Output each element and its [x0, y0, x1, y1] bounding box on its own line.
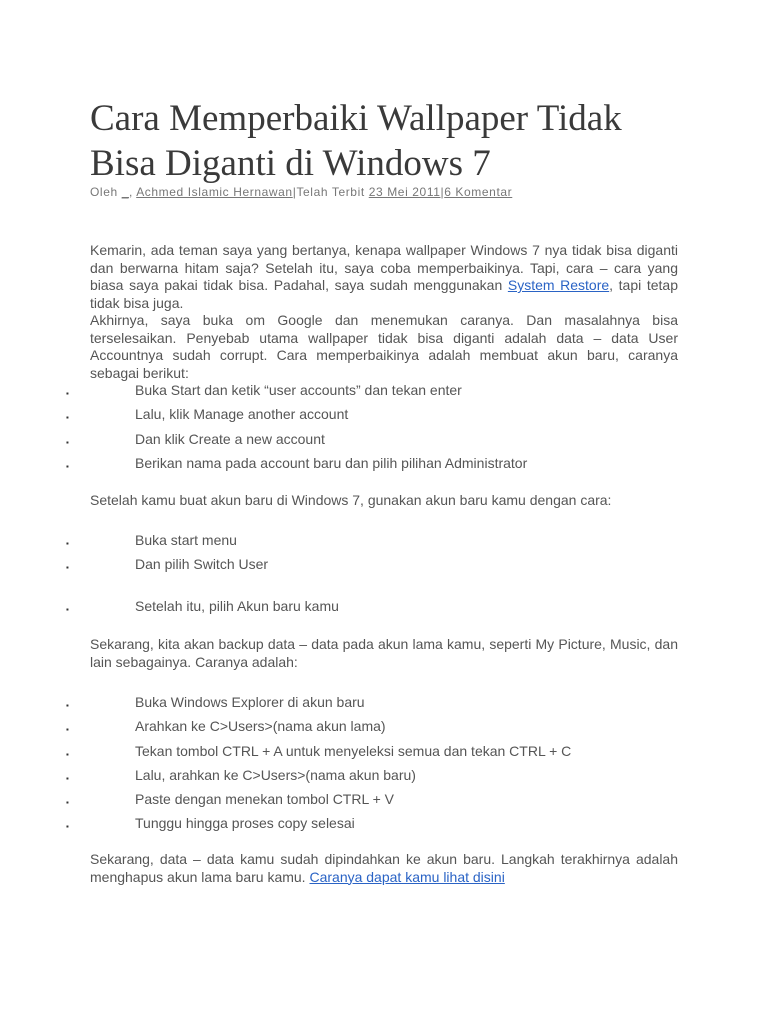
bullet-icon: ▪ — [66, 413, 69, 423]
closing-paragraph — [90, 851, 678, 886]
intro-section — [90, 242, 678, 382]
closing-text: Sekarang, data – data kamu sudah dipindahkan ke akun baru. Langkah terakhirnya adalah menghapus akun lama baru kamu. — [90, 851, 678, 885]
meta-pipe-2: | — [440, 185, 445, 199]
steps-list-backup — [66, 694, 686, 840]
bullet-icon: ▪ — [66, 773, 69, 783]
list-item — [66, 532, 686, 556]
bullet-icon: ▪ — [66, 798, 69, 808]
list-item — [66, 743, 686, 767]
list-item-text: Tekan tombol CTRL + A untuk menyeleksi semua dan tekan CTRL + C — [135, 742, 572, 759]
see-here-link[interactable]: Caranya dapat kamu lihat disini — [309, 868, 505, 885]
list-item — [66, 791, 686, 815]
intro-text-end: , tapi tetap tidak bisa juga. — [90, 277, 678, 311]
list-item-text: Lalu, arahkan ke C>Users>(nama akun baru) — [135, 766, 416, 783]
bullet-icon: ▪ — [66, 749, 69, 759]
after-list2-paragraph: Sekarang, kita akan backup data – data pada akun lama kamu, seperti My Picture, Music, dan lain sebagainya. Caranya adalah: — [90, 636, 678, 670]
after-list2-section — [90, 636, 678, 671]
bullet-icon: ▪ — [66, 563, 69, 573]
list-item — [66, 406, 686, 430]
closing-section — [90, 851, 678, 886]
bullet-icon: ▪ — [66, 701, 69, 710]
meta-underscore-link[interactable]: _ — [121, 185, 129, 199]
bullet-icon: ▪ — [66, 605, 69, 614]
list-item — [66, 815, 686, 839]
list-item-text: Setelah itu, pilih Akun baru kamu — [135, 598, 339, 614]
meta-by: Oleh — [90, 185, 118, 199]
meta-pipe-1: | — [292, 185, 297, 199]
bullet-icon: ▪ — [66, 822, 69, 832]
bullet-icon: ▪ — [66, 461, 69, 471]
list-item-text: Dan klik Create a new account — [135, 430, 325, 447]
list-item-text: Buka start menu — [135, 532, 237, 548]
list-item-text: Tunggu hingga proses copy selesai — [135, 815, 355, 832]
steps-list-create-account — [66, 382, 686, 479]
intro-paragraph-1 — [90, 242, 678, 312]
list-item — [66, 598, 686, 622]
meta-published-label: Telah Terbit — [296, 185, 365, 199]
article-title: Cara Memperbaiki Wallpaper Tidak Bisa Diganti di Windows 7 — [90, 98, 622, 184]
list-item-text: Lalu, klik Manage another account — [135, 406, 349, 423]
list-item — [66, 556, 686, 580]
steps-list-select-account — [66, 598, 686, 622]
bullet-icon: ▪ — [66, 725, 69, 735]
list-item — [66, 718, 686, 742]
after-list1-paragraph: Setelah kamu buat akun baru di Windows 7, gunakan akun baru kamu dengan cara: — [90, 492, 612, 508]
bullet-icon: ▪ — [66, 437, 69, 447]
comments-link[interactable]: 6 Komentar — [444, 185, 513, 199]
list-item-text: Dan pilih Switch User — [135, 556, 269, 573]
list-item-text: Arahkan ke C>Users>(nama akun lama) — [135, 718, 386, 735]
list-item-text: Berikan nama pada account baru dan pilih pilihan Administrator — [135, 454, 528, 471]
intro-paragraph-2: Akhirnya, saya buka om Google dan menemukan caranya. Dan masalahnya bisa terselesaikan. Penyebab utama wallpaper tidak bisa diganti adalah data – data User Accountnya sudah corrupt. Cara memperbaikinya adalah membuat akun baru, caranya sebagai berikut: — [90, 312, 678, 381]
bullet-icon: ▪ — [66, 389, 69, 398]
list-item — [66, 455, 686, 479]
list-item-text: Buka Windows Explorer di akun baru — [135, 694, 365, 710]
date-link[interactable]: 23 Mei 2011 — [368, 185, 441, 199]
after-list1-section — [90, 492, 678, 510]
meta-separator: , — [128, 185, 137, 199]
bullet-icon: ▪ — [66, 539, 69, 548]
system-restore-link[interactable]: System Restore — [507, 277, 610, 293]
steps-list-switch-user — [66, 532, 686, 581]
author-link[interactable]: Achmed Islamic Hernawan — [136, 185, 293, 199]
list-item — [66, 767, 686, 791]
list-item — [66, 694, 686, 718]
list-item-text: Paste dengan menekan tombol CTRL + V — [135, 791, 395, 808]
list-item — [66, 382, 686, 406]
list-item — [66, 431, 686, 455]
intro-text: Kemarin, ada teman saya yang bertanya, kenapa wallpaper Windows 7 nya tidak bisa diganti dan berwarna hitam saja? Setelah itu, saya coba memperbaikinya. Tapi, cara – cara yang biasa saya pakai tidak bisa. Padahal, saya sudah menggunakan — [90, 242, 678, 293]
article-meta — [90, 185, 512, 199]
list-item-text: Buka Start dan ketik “user accounts” dan tekan enter — [135, 382, 462, 398]
